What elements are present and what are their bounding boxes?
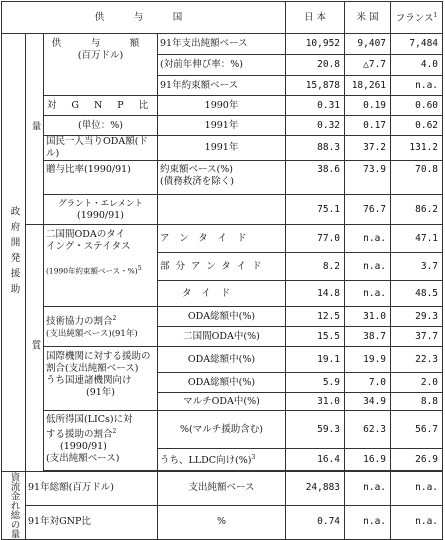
tc-1: 技術協力の割合 <box>46 316 113 328</box>
partial-france: 3.7 <box>391 253 443 281</box>
tc-a-france: 29.3 <box>391 307 443 327</box>
gnp-91-label: 91年対GNP比 <box>26 505 158 539</box>
gnp-91-unit: % <box>158 505 286 539</box>
grant-basis-cell <box>158 161 286 195</box>
gnp-year-1990: 1990年 <box>158 96 286 116</box>
gnp-title: 対 G N P 比 <box>44 96 158 116</box>
multi-c-france: 8.8 <box>391 393 443 411</box>
tying-3: (1990年約束額ベース・%) <box>46 266 138 276</box>
gnp90-japan: 0.31 <box>286 96 345 116</box>
untied-france: 47.1 <box>391 225 443 253</box>
tying-label-cell <box>44 225 158 307</box>
row-untied <box>2 225 443 253</box>
multi-a-usa: 19.9 <box>345 347 391 373</box>
row-grant-element <box>2 195 443 225</box>
row-total <box>2 472 443 506</box>
grant-element-cell <box>44 195 158 225</box>
lic-a-france: 56.7 <box>391 411 443 449</box>
tc-b-usa: 38.7 <box>345 327 391 347</box>
gnp91-usa: 0.17 <box>345 116 391 136</box>
row-grant-ratio <box>2 161 443 195</box>
lic-b-cell <box>158 449 286 471</box>
untied-label: アンタイド <box>158 225 286 253</box>
disb-basis: 91年支出純額ベース <box>158 34 286 55</box>
amount-unit: (百万ドル) <box>77 50 124 61</box>
commit-usa: 18,261 <box>345 76 391 96</box>
tying-3-wrap <box>46 263 155 278</box>
header-japan: 日 本 <box>286 2 345 34</box>
ge-france: 86.2 <box>391 195 443 225</box>
tc-a-usa: 31.0 <box>345 307 391 327</box>
gov-dev-aid-label: 政府開発援助 <box>2 34 26 472</box>
tying-1: 二国間ODAのタイ <box>46 229 126 240</box>
gnp90-usa: 0.19 <box>345 96 391 116</box>
lic-b-note: 3 <box>251 453 256 461</box>
quality-label: 質 <box>26 225 44 472</box>
multi-b-japan: 5.9 <box>286 373 345 393</box>
row-gnp-1990 <box>2 96 443 116</box>
header-france <box>391 2 443 34</box>
lic-b-japan: 16.4 <box>286 449 345 471</box>
gnp-year-1991: 1991年 <box>158 116 286 136</box>
row-gnp-1991 <box>2 116 443 136</box>
yoy-france: 4.0 <box>391 55 443 76</box>
disb-usa: 9,407 <box>345 34 391 55</box>
partial-untied-label: 部分アンタイド <box>158 253 286 281</box>
row-gnp-total <box>2 505 443 539</box>
total-japan: 24,883 <box>286 472 345 506</box>
lic-4: (支出純額ベース) <box>46 453 120 465</box>
header-usa: 米 国 <box>345 2 391 34</box>
multi-3: うち国連諸機関向け <box>46 375 132 386</box>
grant-usa: 73.9 <box>345 161 391 195</box>
amount-title: 供 与 額 <box>51 38 150 49</box>
row-multi-a <box>2 347 443 373</box>
tc-b-label: 二国間ODA中(%) <box>158 327 286 347</box>
commit-japan: 15,878 <box>286 76 345 96</box>
lic-3: (1990/91) <box>60 441 107 453</box>
ge-usa: 76.7 <box>345 195 391 225</box>
partial-japan: 8.2 <box>286 253 345 281</box>
tying-note: 5 <box>137 265 142 272</box>
header-france-label: フランス <box>395 13 434 25</box>
multi-c-usa: 34.9 <box>345 393 391 411</box>
multi-c-japan: 31.0 <box>286 393 345 411</box>
row-tc-a <box>2 307 443 327</box>
untied-usa: n.a. <box>345 225 391 253</box>
tc-b-france: 37.7 <box>391 327 443 347</box>
lic-2-wrap <box>46 426 155 441</box>
gnp91-france: 0.62 <box>391 116 443 136</box>
tied-france: 48.5 <box>391 281 443 307</box>
gnp-total-usa: n.a. <box>345 505 391 539</box>
multi-c-label: マルチODA中(%) <box>158 393 286 411</box>
per-capita-year: 1991年 <box>158 136 286 161</box>
gnp-total-japan: 0.74 <box>286 505 345 539</box>
lic-label-cell <box>44 411 158 471</box>
row-disbursement <box>2 34 443 55</box>
total-france: n.a. <box>391 472 443 506</box>
multi-b-usa: 7.0 <box>345 373 391 393</box>
tied-label: タイド <box>158 281 286 307</box>
amount-label-cell <box>44 34 158 96</box>
percap-usa: 37.2 <box>345 136 391 161</box>
gnp-unit: (単位：%) <box>44 116 158 136</box>
tying-2: イング・ステイタス <box>46 241 131 252</box>
disb-france: 7,484 <box>391 34 443 55</box>
multi-1: 国際機関に対する援助の <box>46 351 151 362</box>
grant-france: 70.8 <box>391 161 443 195</box>
tc-a-label: ODA総額中(%) <box>158 307 286 327</box>
total-usa: n.a. <box>345 472 391 506</box>
total-basis: 支出純額ベース <box>158 472 286 506</box>
tc-b-japan: 15.5 <box>286 327 345 347</box>
lic-b-usa: 16.9 <box>345 449 391 471</box>
row-per-capita <box>2 136 443 161</box>
private-flows-label: 資流金れ総の量 <box>2 472 26 540</box>
gnp91-japan: 0.32 <box>286 116 345 136</box>
tc-a-japan: 12.5 <box>286 307 345 327</box>
multi-4: (91年) <box>85 387 115 398</box>
header-donor-country: 供 与 国 <box>2 2 286 34</box>
grant-element-empty <box>158 195 286 225</box>
multi-b-label: ODA総額中(%) <box>158 373 286 393</box>
commit-france: n.a. <box>391 76 443 96</box>
gnp-total-france: n.a. <box>391 505 443 539</box>
disb-japan: 10,952 <box>286 34 345 55</box>
multi-2: 割合(支出純額ベース) <box>46 363 139 374</box>
multi-b-france: 2.0 <box>391 373 443 393</box>
tc-label-cell <box>44 307 158 347</box>
multi-a-label: ODA総額中(%) <box>158 347 286 373</box>
lic-note: 2 <box>112 428 117 435</box>
lic-a-usa: 62.3 <box>345 411 391 449</box>
multi-a-japan: 19.1 <box>286 347 345 373</box>
header-france-note: 1 <box>433 11 438 19</box>
ge-japan: 75.1 <box>286 195 345 225</box>
percap-japan: 88.3 <box>286 136 345 161</box>
tc-note: 2 <box>112 314 117 322</box>
commit-basis: 91年約束額ベース <box>158 76 286 96</box>
tc-1-wrap <box>46 313 155 328</box>
lic-1: 低所得国(LICs)に対 <box>46 414 133 425</box>
grant-ratio-label: 贈与比率(1990/91) <box>44 161 158 195</box>
lic-a-label: %(マルチ援助含む) <box>158 411 286 449</box>
untied-japan: 77.0 <box>286 225 345 253</box>
tc-2: (支出純額ベース)(91年) <box>46 329 138 340</box>
yoy-usa: △7.7 <box>345 55 391 76</box>
tied-usa: n.a. <box>345 281 391 307</box>
percap-france: 131.2 <box>391 136 443 161</box>
lic-2: する援助の割合 <box>46 429 113 441</box>
lic-a-japan: 59.3 <box>286 411 345 449</box>
quantity-label: 量 <box>26 34 44 225</box>
grant-element-2: (1990/91) <box>77 209 124 221</box>
header-row <box>2 2 443 34</box>
grant-basis-1: 約束額ベース(%) <box>160 164 233 175</box>
grant-japan: 38.6 <box>286 161 345 195</box>
partial-usa: n.a. <box>345 253 391 281</box>
oda-comparison-table <box>1 1 443 540</box>
multi-a-france: 22.3 <box>391 347 443 373</box>
row-lic-a <box>2 411 443 449</box>
per-capita-label: 国民一人当りODA額(ドル) <box>44 136 158 161</box>
yoy-japan: 20.8 <box>286 55 345 76</box>
multi-label-cell <box>44 347 158 411</box>
grant-basis-2: (債務救済を除く) <box>160 176 234 187</box>
tied-japan: 14.8 <box>286 281 345 307</box>
gnp90-france: 0.60 <box>391 96 443 116</box>
lic-b-label: うち、LLDC向け(%) <box>160 455 252 467</box>
yoy-label: (対前年伸び率：%) <box>158 55 286 76</box>
total-label: 91年総額(百万ドル) <box>26 472 158 506</box>
grant-element-1: グラント・エレメント <box>58 198 143 209</box>
lic-b-france: 26.9 <box>391 449 443 471</box>
